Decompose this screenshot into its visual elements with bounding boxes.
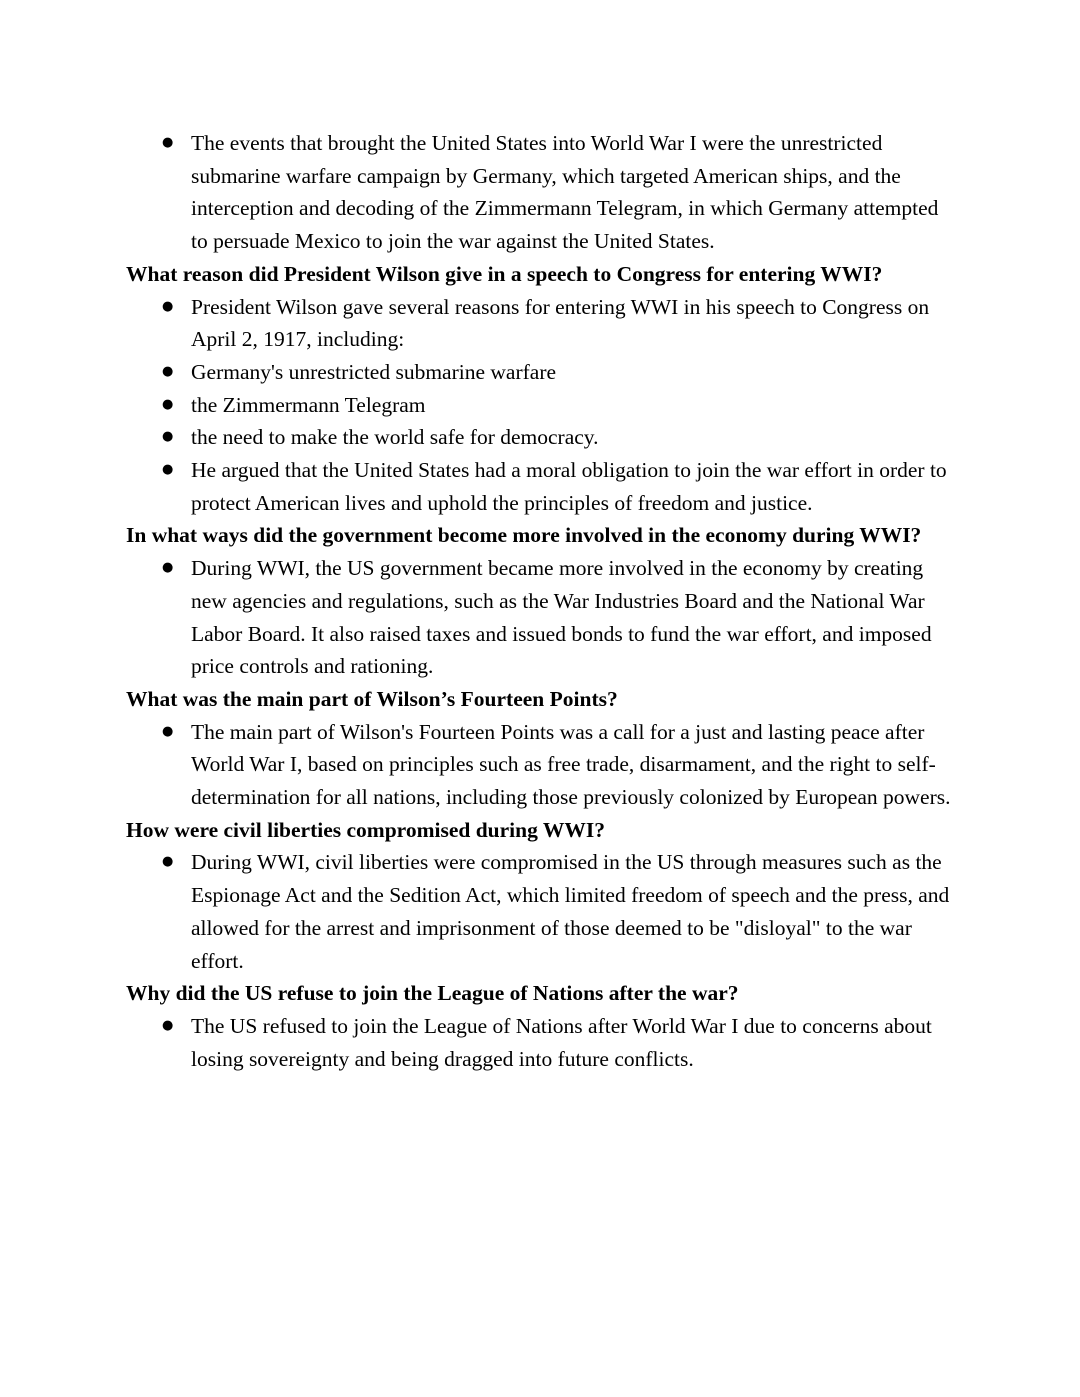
list-item-text: During WWI, civil liberties were compromised in the US through measures such as the Espionage Act and the Sedition Act, which limited freedom of speech and the press, and allowed for the arrest and imprisonment of those deemed to be "disloyal" to the war effort.: [191, 850, 950, 973]
bullet-icon: ●: [162, 396, 174, 412]
list-item: [126, 291, 954, 356]
list-item: [126, 716, 954, 814]
list-item: [126, 552, 954, 683]
bullet-icon: ●: [162, 723, 174, 739]
bullet-icon: ●: [162, 363, 174, 379]
list-item-text: He argued that the United States had a moral obligation to join the war effort in order to protect American lives and uphold the principles of freedom and justice.: [191, 458, 947, 515]
answer-list: [126, 846, 954, 977]
list-item-text: the need to make the world safe for democracy.: [191, 425, 599, 450]
answer-list: [126, 1010, 954, 1075]
question-heading: Why did the US refuse to join the League of Nations after the war?: [126, 981, 739, 1006]
list-item: [126, 389, 954, 422]
question-heading: In what ways did the government become more involved in the economy during WWI?: [126, 523, 922, 548]
list-item-text: the Zimmermann Telegram: [191, 392, 426, 417]
bullet-icon: ●: [162, 1017, 174, 1033]
list-item: [126, 127, 954, 258]
bullet-icon: ●: [162, 854, 174, 870]
list-item: [126, 454, 954, 519]
list-item: [126, 1010, 954, 1075]
list-item-text: The events that brought the United States into World War I were the unrestricted submarine warfare campaign by Germany, which targeted American ships, and the interception and decoding of the Zimmermann Telegram, in which Germany attempted to persuade Mexico to join the war against the United States.: [191, 131, 939, 254]
answer-list: [126, 127, 954, 258]
list-item: [126, 421, 954, 454]
answer-list: [126, 291, 954, 520]
list-item-text: Germany's unrestricted submarine warfare: [191, 359, 557, 384]
bullet-icon: ●: [162, 429, 174, 445]
list-item-text: President Wilson gave several reasons for entering WWI in his speech to Congress on April 2, 1917, including:: [191, 294, 930, 352]
bullet-icon: ●: [162, 462, 174, 478]
list-item: [126, 846, 954, 977]
answer-list: [126, 716, 954, 814]
document-content: [126, 127, 954, 1075]
question-heading: What reason did President Wilson give in a speech to Congress for entering WWI?: [126, 261, 883, 286]
list-item-text: The US refused to join the League of Nations after World War I due to concerns about losing sovereignty and being dragged into future conflicts.: [191, 1013, 932, 1071]
bullet-icon: ●: [162, 135, 174, 150]
bullet-icon: ●: [162, 560, 174, 576]
list-item-text: During WWI, the US government became more involved in the economy by creating new agencies and regulations, such as the War Industries Board and the National War Labor Board. It also raised taxes and issued bonds to fund the war effort, and imposed price controls and rationing.: [191, 556, 932, 679]
question-heading: What was the main part of Wilson’s Fourteen Points?: [126, 686, 618, 711]
list-item-text: The main part of Wilson's Fourteen Points was a call for a just and lasting peace after World War I, based on principles such as free trade, disarmament, and the right to self-determination for all nations, including those previously colonized by European powers.: [191, 719, 951, 810]
bullet-icon: ●: [162, 298, 174, 314]
list-item: [126, 356, 954, 389]
question-heading: How were civil liberties compromised during WWI?: [126, 817, 605, 842]
answer-list: [126, 552, 954, 683]
